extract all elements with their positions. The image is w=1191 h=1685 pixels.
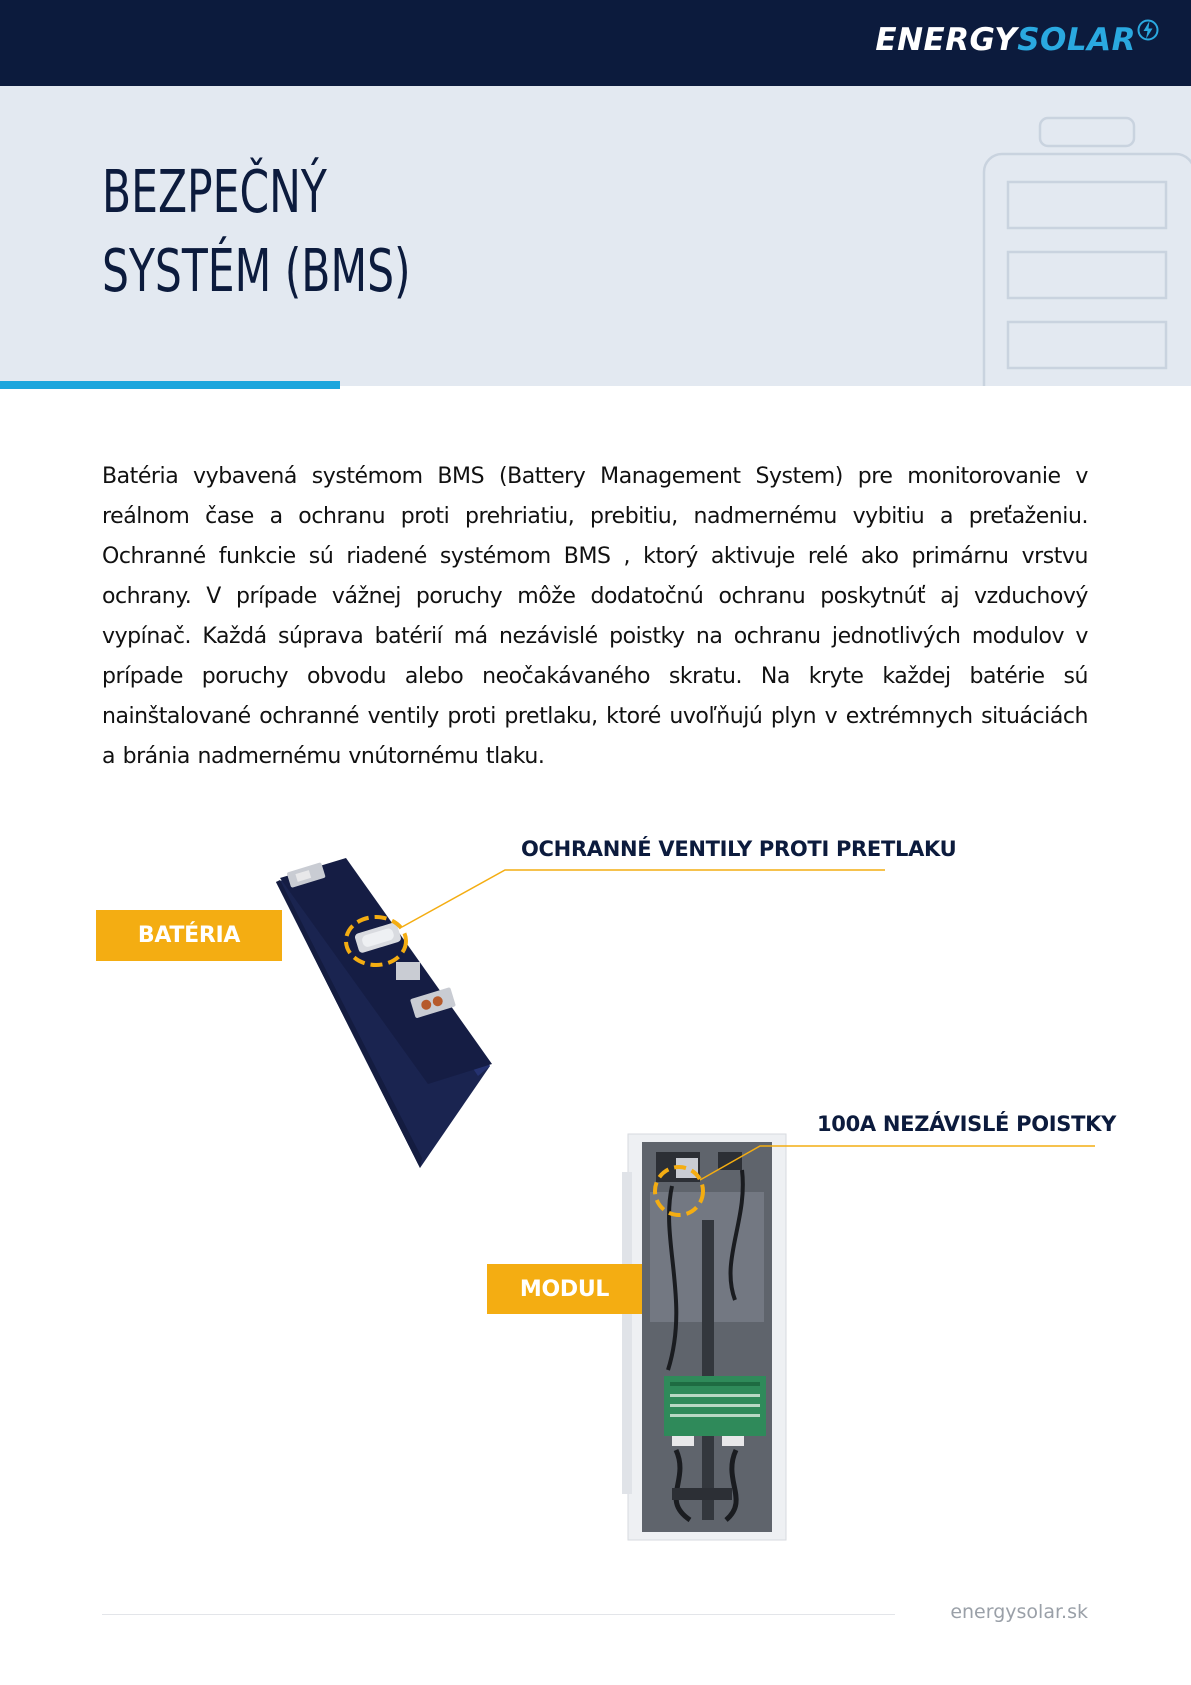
description-paragraph: Batéria vybavená systémom BMS (Battery Management System) pre monitorovanie v reálnom čase a ochranu proti prehriatiu, prebitiu, nadmernému vybitiu a preťaženiu. Ochranné funkcie sú riadené systémom BMS , ktorý aktivuje relé ako primárnu vrstvu ochrany. V prípade vážnej poruchy môže dodatočnú ochranu poskytnúť aj vzduchový vypínač. Každá súprava batérií má nezávislé poistky na ochranu jednotlivých modulov v prípade poruchy obvodu alebo neočakávaného skratu. Na kryte každej batérie sú nainštalované ochranné ventily proti pretlaku, ktoré uvoľňujú plyn v extrémnych situáciách a bránia nadmernému vnútornému tlaku. bbox=[102, 464, 1088, 769]
title-line-1: BEZPEČNÝ bbox=[102, 157, 327, 226]
battery-cell-image bbox=[276, 858, 492, 1168]
tag-module: MODUL bbox=[487, 1264, 642, 1314]
logo-text-energy: ENERGY bbox=[875, 22, 1018, 58]
callout-fuses: 100A NEZÁVISLÉ POISTKY bbox=[817, 1112, 1116, 1136]
footer-website-link[interactable]: energysolar.sk bbox=[950, 1601, 1088, 1623]
valve-leader-line bbox=[402, 870, 885, 927]
callout-pressure-valves: OCHRANNÉ VENTILY PROTI PRETLAKU bbox=[521, 837, 957, 861]
logo-text-solar: SOLAR bbox=[1017, 22, 1136, 58]
footer-divider bbox=[102, 1614, 895, 1615]
title-line-2: SYSTÉM (BMS) bbox=[102, 236, 411, 305]
tag-battery: BATÉRIA bbox=[96, 910, 282, 961]
